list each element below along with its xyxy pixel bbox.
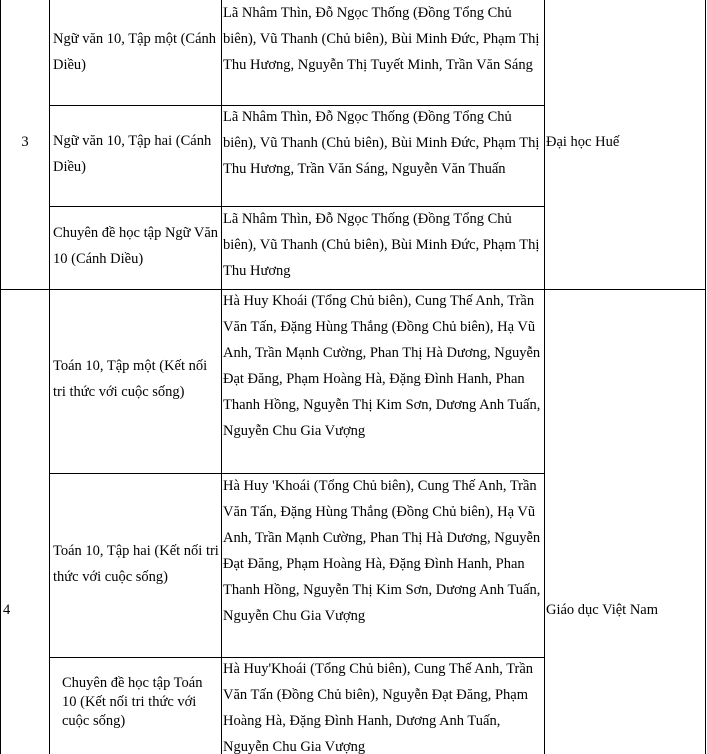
book-title: Chuyên đề học tập Toán 10 (Kết nối tri thức với cuộc sống) [62,675,203,729]
publisher: Đại học Huế [546,134,620,150]
row4-book2-title-cell [50,474,221,657]
book-authors: Hà Huy Khoái (Tổng Chủ biên), Cung Thế Anh, Trần Văn Tấn, Đặng Hùng Thắng (Đồng Chủ biên), Hạ Vũ Anh, Trần Mạnh Cường, Phan Thị Hà Dương, Nguyễn Đạt Đăng, Phạm Hoàng Hà, Đặng Đình Hanh, Phan Thanh Hồng, Nguyễn Thị Kim Sơn, Dương Anh Tuấn, Nguyễn Chu Gia Vượng [223,293,541,439]
row4-book2-authors-cell [222,474,544,657]
book-authors: Lã Nhâm Thìn, Đỗ Ngọc Thống (Đồng Tổng Chủ biên), Vũ Thanh (Chủ biên), Bùi Minh Đức, Phạm Thị Thu Hương, Nguyễn Thị Tuyết Minh, Trần Văn Sáng [223,5,540,73]
border-right [705,0,706,754]
book-authors: Hà Huy'Khoái (Tổng Chủ biên), Cung Thế Anh, Trần Văn Tấn (Đồng Chủ biên), Nguyễn Đạt Đăng, Phạm Hoàng Hà, Đặng Đình Hanh, Dương Anh Tuấn, Nguyễn Chu Gia Vượng [223,661,534,754]
row3-book2-authors-cell [222,106,544,206]
row-number: 3 [21,134,29,150]
book-authors: Lã Nhâm Thìn, Đỗ Ngọc Thống (Đồng Tổng Chủ biên), Vũ Thanh (Chủ biên), Bùi Minh Đức, Phạm Thị Thu Hương [223,211,540,279]
publisher: Giáo dục Việt Nam [546,602,659,618]
book-authors: Lã Nhâm Thìn, Đỗ Ngọc Thống (Đồng Tổng Chủ biên), Vũ Thanh (Chủ biên), Bùi Minh Đức, Phạm Thị Thu Hương, Trần Văn Sáng, Nguyễn Văn Thuấn [223,109,540,177]
row3-book2-title-cell [50,106,221,206]
row3-book3-authors-cell [222,207,544,289]
book-title: Ngữ văn 10, Tập hai (Cánh Diều) [53,133,212,175]
row-number: 4 [3,602,11,618]
row4-book3-title-cell [50,658,221,754]
book-title: Toán 10, Tập hai (Kết nối tri thức với cuộc sống) [53,543,219,585]
row4-book1-authors-cell [222,290,544,473]
row4-publisher-cell [545,290,705,754]
row4-book1-title-cell [50,290,221,473]
row4-book3-authors-cell [222,658,544,754]
row4-number-cell [1,290,49,754]
book-title: Ngữ văn 10, Tập một (Cánh Diều) [53,31,217,73]
row3-book3-title-cell [50,207,221,289]
row3-book1-title-cell [50,0,221,105]
book-title: Toán 10, Tập một (Kết nối tri thức với cuộc sống) [53,358,208,400]
row3-book1-authors-cell [222,0,544,105]
row3-publisher-cell [545,0,705,289]
row3-number-cell [1,0,49,289]
book-title: Chuyên đề học tập Ngữ Văn 10 (Cánh Diều) [53,225,219,267]
book-authors: Hà Huy 'Khoái (Tổng Chủ biên), Cung Thế Anh, Trần Văn Tấn, Đặng Hùng Thắng (Đồng Chủ biên), Hạ Vũ Anh, Trần Mạnh Cường, Phan Thị Hà Dương, Nguyễn Đạt Đăng, Phạm Hoàng Hà, Đặng Đình Hanh, Phan Thanh Hồng, Nguyễn Thị Kim Sơn, Dương Anh Tuấn, Nguyễn Chu Gia Vượng [223,478,541,624]
